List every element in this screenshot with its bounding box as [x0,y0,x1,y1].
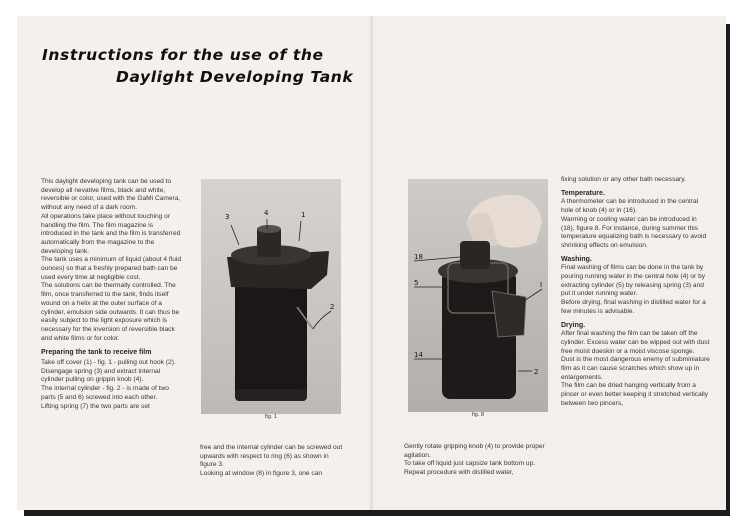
section-heading-drying: Drying. [561,321,586,329]
step: Disengage spring (3) and extract internal cylinder pulling on grippin knob (4). [41,367,161,384]
figure-1-caption: fig. 1 [265,414,277,420]
paragraph: Warming or cooling water can be introduced in (18), figure 8. For instance, during summer this temperature equalizing bath is necessary to avoid shrinking effects on emulsion. [561,215,707,249]
figure-label: 5 [414,279,419,287]
paragraph: The film can be dried hanging vertically from a pincer or even better keeping it stretched vertically between two pincers, [561,382,708,407]
right-column-1 [404,443,549,478]
paragraph: Before drying, final washing in distilled water for a few minutes is advisable. [561,299,706,315]
left-column-1 [41,178,183,411]
title-line-2: Daylight Developing Tank [116,68,354,86]
figure-label: I [540,281,543,289]
figure-label: 1 [301,211,306,219]
title-line-1: Instructions for the use of the [42,46,324,64]
paragraph: This daylight developing tank can be used to develop all nevative films, black and white, reversible or color, used with the GaMi Camera, without any need of a dark room. [41,178,181,212]
figure-8-photo [408,179,548,412]
section-heading-washing: Washing. [561,255,592,263]
right-page [372,16,726,510]
step: Take off cover (1) - fig. 1 - pulling out hook (2). [41,359,176,367]
section-heading-temperature: Temperature. [561,189,605,197]
paragraph: All operations take place without touching or handling the film. The film magazine is introduced in the tank and the film is transferred automatically from the magazine to the developing tank. [41,212,181,255]
step: Lifting spring (7) the two parts are set [41,402,150,410]
tank-illustration [201,179,341,414]
figure-label: 18 [414,253,423,261]
paragraph: The tank uses a minimum of liquid (about 4 fluid ounces) so that a freshly prepared bath can be used every time at negligible cost. [41,256,182,281]
paragraph: Gently rotate gripping knob (4) to provide proper agitation. [404,443,545,459]
paragraph: The solutions can be thermally controlled. The film, once transferred to the tank, finds itself wound on a helix at the outer surface of a cylinder, emulsion side outwards. It can thus be easily subject to the light exposure which is necessary for the inversion of reversible black and white films or for color. [41,282,180,342]
figure-label: 2 [534,368,539,376]
figure-1-photo [201,179,341,414]
left-page [17,16,373,510]
paragraph: free and the internal cylinder can be screwed out upwards with respect to ring (6) as shown in figure 3. [200,444,343,469]
paragraph: A thermometer can be introduced in the central hole of knob (4) or in (16). [561,198,699,215]
paragraph: fixing solution or any other bath necessary. [561,176,686,183]
left-column-2 [200,444,345,479]
paragraph: After final washing the film can be taken off the cylinder. Excess water can be wipped out with dust free moist doeskin or a moist viscose sponge. [561,330,710,355]
paragraph: Dust is the most dangerous enemy of subminiature film as it can cause scratches which show up in enlargements. [561,356,710,381]
figure-label: 14 [414,351,423,359]
paragraph: Looking at window (8) in figure 3, one can [200,470,323,478]
right-column-2 [561,176,711,409]
figure-8-caption: fig. 8 [472,412,484,418]
section-heading: Preparing the tank to receive film [41,349,152,357]
tank-with-hand-illustration [408,179,548,412]
figure-label: 3 [225,213,230,221]
step: The internal cylinder - fig. 2 - is made of two parts (5 and 6) screwed into each other. [41,385,169,401]
paragraph: Final washing of films can be done in the tank by pouring running water in the central hole (4) or by extracting cylinder (5) by releasing spring (3) and put it under running water. [561,264,706,298]
figure-label: 4 [264,209,269,217]
paragraph: To take off liquid just capsize tank bottom up. Repeat procedure with distilled water, [404,460,536,477]
figure-label: 2 [330,303,335,311]
